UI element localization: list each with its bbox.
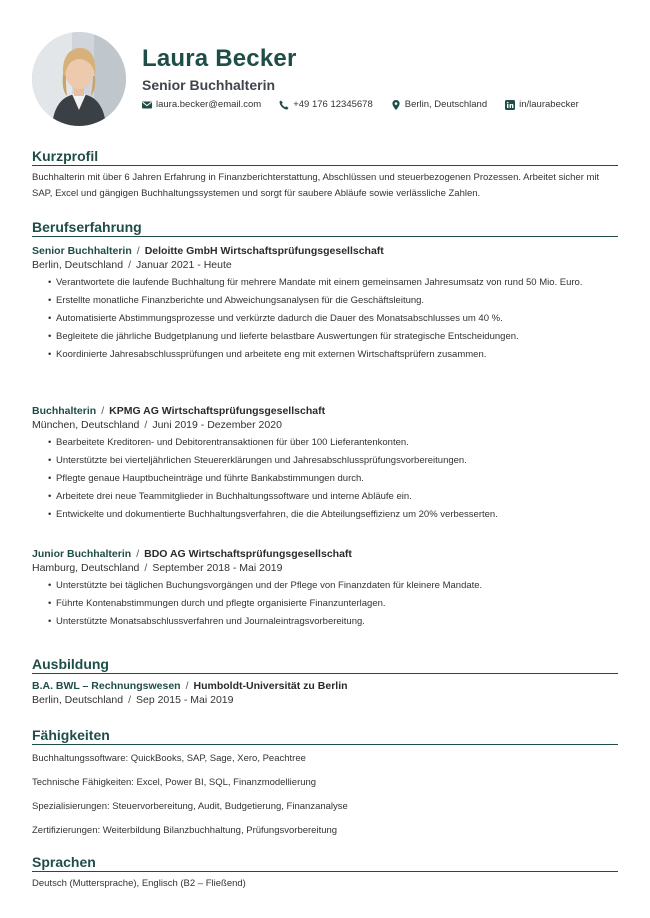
resume-header [32, 0, 618, 140]
mail-icon [142, 100, 152, 110]
job-company: BDO AG Wirtschaftsprüfungsgesellschaft [144, 548, 352, 560]
experience-entry [32, 542, 618, 632]
linkedin-text: in/laurabecker [519, 99, 579, 110]
separator: / [101, 405, 105, 417]
list-item: • Pflegte genaue Hauptbucheinträge und führte Bankabstimmungen durch. [48, 471, 618, 486]
job-header [32, 405, 618, 417]
summary-section [32, 148, 618, 202]
job-header [32, 245, 618, 257]
job-location: München, Deutschland [32, 419, 140, 431]
list-item: • Begleitete die jährliche Budgetplanung und lieferte belastbare Auswertungen für strategische Entscheidungen. [48, 329, 618, 344]
profile-photo [32, 32, 126, 126]
experience-entry [32, 399, 618, 525]
resume-page [32, 0, 618, 140]
job-bullets [32, 578, 618, 629]
list-item: • Erstellte monatliche Finanzberichte und Abweichungsanalysen für die Geschäftsleitung. [48, 293, 618, 308]
separator: / [144, 562, 148, 574]
separator: / [136, 245, 140, 257]
experience-entry [32, 239, 618, 365]
job-bullets [32, 275, 618, 362]
languages-heading: Sprachen [32, 854, 618, 872]
list-item: • Unterstützte bei täglichen Buchungsvorgängen und der Pflege von Finanzdaten für kleinere Mandate. [48, 578, 618, 593]
separator: / [136, 548, 140, 560]
education-heading: Ausbildung [32, 656, 618, 674]
phone-text: +49 176 12345678 [293, 99, 373, 110]
list-item: • Unterstützte Monatsabschlussverfahren und Journaleintragsvorbereitung. [48, 614, 618, 629]
education-dates: Sep 2015 - Mai 2019 [135, 694, 234, 706]
contact-location [391, 99, 487, 110]
job-company: KPMG AG Wirtschaftsprüfungsgesellschaft [109, 405, 326, 417]
email-text: laura.becker@email.com [156, 99, 262, 110]
contact-email[interactable] [142, 99, 261, 110]
contact-bar [142, 99, 579, 110]
candidate-title: Senior Buchhalterin [142, 77, 276, 93]
list-item: • Arbeitete drei neue Teammitglieder in Buchhaltungssoftware und interne Abläufe ein. [48, 489, 618, 504]
skills-heading: Fähigkeiten [32, 727, 618, 745]
languages-text: Deutsch (Muttersprache), Englisch (B2 – Fließend) [32, 878, 246, 889]
job-role: Buchhalterin [32, 405, 97, 417]
education-degree: B.A. BWL – Rechnungswesen [32, 680, 181, 692]
linkedin-icon [505, 100, 515, 110]
job-location: Berlin, Deutschland [32, 259, 124, 271]
list-item: • Bearbeitete Kreditoren- und Debitorentransaktionen für über 100 Lieferantenkonten. [48, 435, 618, 450]
list-item: • Unterstützte bei vierteljährlichen Steuererklärungen und Jahresabschlussprüfungsvorbereitungen. [48, 453, 618, 468]
education-section [32, 656, 618, 706]
summary-text: Buchhalterin mit über 6 Jahren Erfahrung in Finanzberichterstattung, Abschlüssen und steuerbezogenen Prozessen. Arbeitet sicher mit SAP, Excel und gängigen Buchhaltungssystemen und sorgt für saubere Abläufe sowie verlässliche Zahlen. [32, 172, 600, 199]
skill-line: Zertifizierungen: Weiterbildung Bilanzbuchhaltung, Prüfungsvorbereitung [32, 825, 338, 836]
skill-line: Spezialisierungen: Steuervorbereitung, Audit, Budgetierung, Finanzanalyse [32, 801, 348, 812]
job-meta [32, 562, 618, 574]
job-bullets [32, 435, 618, 522]
skill-line: Buchhaltungssoftware: QuickBooks, SAP, Sage, Xero, Peachtree [32, 753, 306, 764]
education-meta [32, 694, 618, 706]
location-text: Berlin, Deutschland [404, 99, 488, 110]
job-role: Senior Buchhalterin [32, 245, 132, 257]
location-pin-icon [391, 100, 401, 110]
job-header [32, 548, 618, 560]
separator: / [185, 680, 189, 692]
separator: / [128, 694, 131, 706]
job-location: Hamburg, Deutschland [32, 562, 140, 574]
profile-photo-illustration [32, 32, 126, 126]
list-item: • Verantwortete die laufende Buchhaltung für mehrere Mandate mit einem gemeinsamen Jahresumsatz von rund 50 Mio. Euro. [48, 275, 618, 290]
separator: / [128, 259, 131, 271]
education-location: Berlin, Deutschland [32, 694, 124, 706]
experience-heading: Berufserfahrung [32, 219, 618, 237]
candidate-name: Laura Becker [142, 45, 297, 72]
job-dates: September 2018 - Mai 2019 [152, 562, 283, 574]
contact-linkedin[interactable] [505, 99, 579, 110]
experience-section [32, 219, 618, 237]
job-meta [32, 259, 618, 271]
job-dates: Juni 2019 - Dezember 2020 [152, 419, 282, 431]
job-company: Deloitte GmbH Wirtschaftsprüfungsgesellschaft [144, 245, 384, 257]
education-school: Humboldt-Universität zu Berlin [193, 680, 348, 692]
job-meta [32, 419, 618, 431]
list-item: • Automatisierte Abstimmungsprozesse und verkürzte dadurch die Dauer des Monatsabschlusses um 40 %. [48, 311, 618, 326]
summary-heading: Kurzprofil [32, 148, 618, 166]
list-item: • Koordinierte Jahresabschlussprüfungen und arbeitete eng mit externen Wirtschaftsprüfern zusammen. [48, 347, 618, 362]
list-item: • Entwickelte und dokumentierte Buchhaltungsverfahren, die die Abteilungseffizienz um 20% verbesserten. [48, 507, 618, 522]
skills-section [32, 727, 618, 837]
phone-icon [279, 100, 289, 110]
skill-line: Technische Fähigkeiten: Excel, Power BI, SQL, Finanzmodellierung [32, 777, 317, 788]
education-header [32, 680, 618, 692]
languages-section [32, 854, 618, 889]
job-role: Junior Buchhalterin [32, 548, 132, 560]
contact-phone[interactable] [279, 99, 373, 110]
list-item: • Führte Kontenabstimmungen durch und pflegte organisierte Finanzunterlagen. [48, 596, 618, 611]
job-dates: Januar 2021 - Heute [135, 259, 232, 271]
separator: / [144, 419, 148, 431]
